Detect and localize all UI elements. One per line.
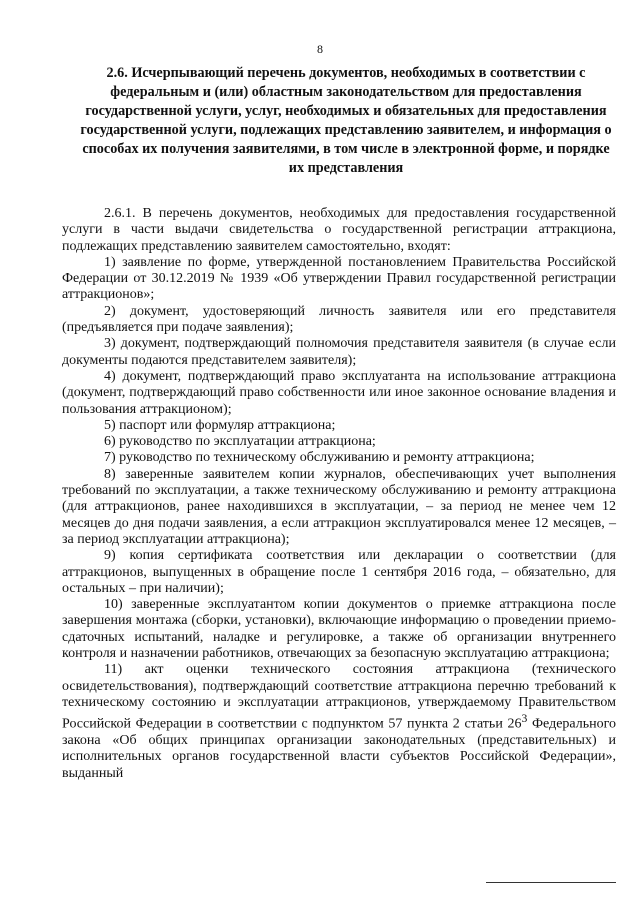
list-item-1: 1) заявление по форме, утвержденной постановлением Правительства Российской Федерации от 30.12.2019 № 1939 «Об утверждении Правил государственной регистрации аттракционов»; <box>62 254 616 303</box>
list-item-6: 6) руководство по эксплуатации аттракциона; <box>104 434 376 450</box>
list-item-4: 4) документ, подтверждающий право эксплуатанта на использование аттракциона (документ, подтверждающий право собственности или иное законное основание владения и пользования аттракционом); <box>62 368 616 417</box>
list-item-2: 2) документ, удостоверяющий личность заявителя или его представителя (предъявляется при подаче заявления); <box>62 303 616 336</box>
paragraph-intro: 2.6.1. В перечень документов, необходимых для предоставления государственной услуги в части выдачи свидетельства о государственной регистрации аттракциона, подлежащих представлению заявителем самостоятельно, входят: <box>62 206 616 254</box>
list-item-5: 5) паспорт или формуляр аттракциона; <box>104 417 336 433</box>
list-item-11-text-start: 11) акт оценки технического состояния аттракциона (технического освидетельствования), подтверждающий соответствие аттракциона перечню требований к техническому состоянию и эксплуатации аттракционов, утверждаемому Правительством Российской Федерации в соответствии с подпунктом 57 пункта 2 статьи 26 <box>62 662 616 732</box>
document-body <box>62 206 616 782</box>
list-item-3: 3) документ, подтверждающий полномочия представителя заявителя (в случае если документы подаются представителем заявителя); <box>62 336 616 368</box>
article-superscript: 3 <box>521 712 528 726</box>
list-item-7: 7) руководство по техническому обслуживанию и ремонту аттракциона; <box>104 450 535 466</box>
list-item-9: 9) копия сертификата соответствия или декларации о соответствии (для аттракционов, выпущенных в обращение после 1 сентября 2016 года, – обязательно, для остальных – при наличии); <box>62 548 616 596</box>
list-item-11 <box>62 662 616 782</box>
section-heading: 2.6. Исчерпывающий перечень документов, необходимых в соответствии с федеральным и (или) областным законодательством для предоставления государственной услуги, услуг, необходимых и обязательных для предоставления государственной услуги, подлежащих представлению заявителем, и информация о способах их получения заявителями, в том числе в электронной форме, и порядке их представления <box>80 65 612 176</box>
list-item-8: 8) заверенные заявителем копии журналов, обеспечивающих учет выполнения требований по эксплуатации, а также техническому обслуживанию и ремонту аттракциона (для аттракционов, ранее находившихся в эксплуатации, – за период не менее чем 12 месяцев до дня подачи заявления, а если аттракцион эксплуатировался менее 12 месяцев, – за период эксплуатации аттракциона); <box>62 466 616 547</box>
page-number: 8 <box>317 42 323 56</box>
list-item-11-text-end: Федерального закона «Об общих принципах организации законодательных (представительных) и исполнительных органов государственной власти субъектов Российской Федерации», выданный <box>62 716 616 781</box>
page-bottom-rule <box>486 882 616 883</box>
list-item-10: 10) заверенные эксплуатантом копии документов о приемке аттракциона после завершения монтажа (сборки, установки), включающие информацию о проведении приемо-сдаточных испытаний, наладке и регулировке, а также об организации внутреннего контроля и назначении работников, отвечающих за безопасную эксплуатацию аттракциона; <box>62 597 616 662</box>
